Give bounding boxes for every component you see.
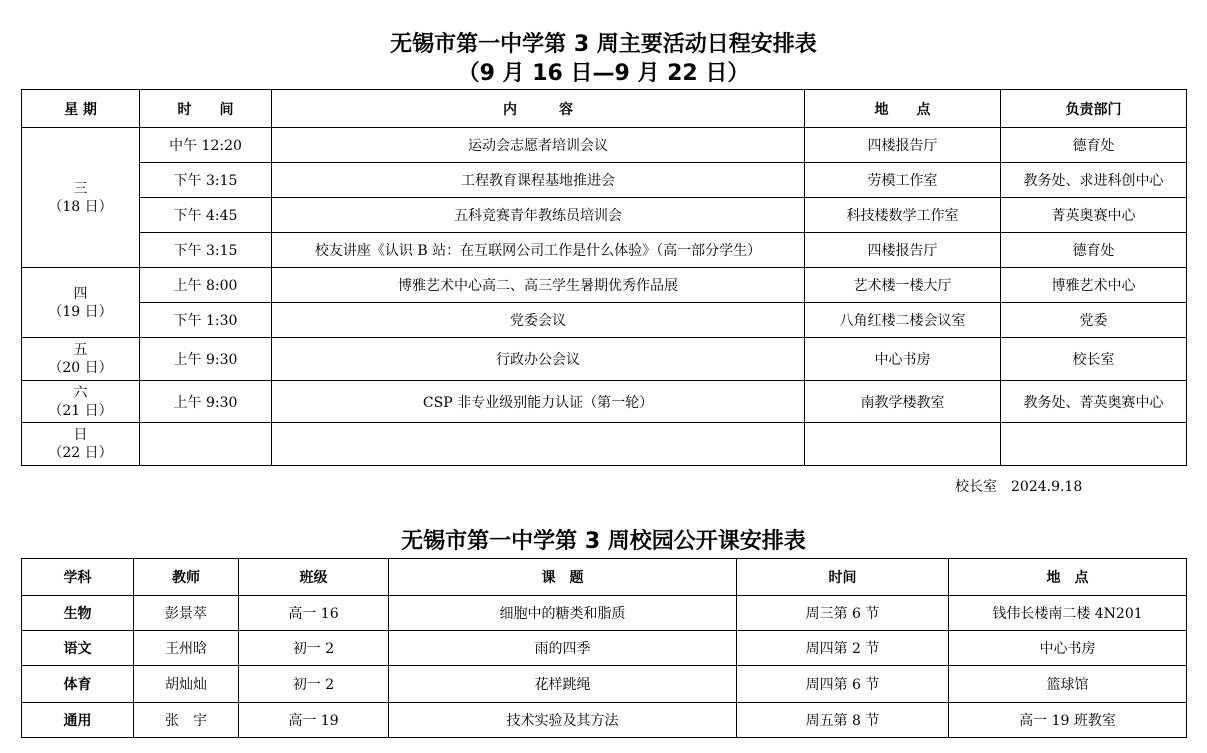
place-cell: 科技楼数学工作室 (805, 198, 1001, 233)
time-cell: 下午 1:30 (140, 303, 272, 338)
table-row (22, 268, 1187, 303)
header-class: 班级 (239, 559, 389, 596)
class-cell: 初一 2 (239, 666, 389, 703)
activity-schedule-table (21, 89, 1187, 466)
dept-cell: 党委 (1001, 303, 1187, 338)
time-cell: 周四第 6 节 (737, 666, 949, 703)
time-cell: 周四第 2 节 (737, 631, 949, 666)
header-time: 时 间 (140, 90, 272, 128)
dept-cell: 教务处、求进科创中心 (1001, 163, 1187, 198)
time-cell: 中午 12:20 (140, 128, 272, 163)
lessons-header-row (22, 559, 1187, 596)
signature: 校长室 2024.9.18 (955, 479, 1083, 495)
place-cell: 中心书房 (805, 338, 1001, 381)
time-cell: 下午 4:45 (140, 198, 272, 233)
place-cell: 篮球馆 (949, 666, 1187, 703)
table-row (22, 198, 1187, 233)
time-cell: 上午 9:30 (140, 338, 272, 381)
table-row (22, 631, 1187, 666)
content-cell: CSP 非专业级别能力认证（第一轮） (272, 381, 805, 423)
header-weekday: 星 期 (22, 90, 140, 128)
table-row (22, 703, 1187, 738)
teacher-cell: 胡灿灿 (134, 666, 239, 703)
class-cell: 高一 16 (239, 596, 389, 631)
header-place: 地 点 (949, 559, 1187, 596)
weekday-date: （22 日） (48, 445, 113, 461)
place-cell: 四楼报告厅 (805, 128, 1001, 163)
table-row (22, 381, 1187, 423)
topic-cell: 花样跳绳 (389, 666, 737, 703)
weekday-cell (22, 338, 140, 381)
table-row (22, 666, 1187, 703)
header-subject: 学科 (22, 559, 134, 596)
subject-cell: 体育 (22, 666, 134, 703)
time-cell: 上午 9:30 (140, 381, 272, 423)
header-topic: 课 题 (389, 559, 737, 596)
table-row (22, 128, 1187, 163)
lessons-title: 无锡市第一中学第 3 周校园公开课安排表 (401, 529, 806, 554)
table-row (22, 338, 1187, 381)
place-cell: 艺术楼一楼大厅 (805, 268, 1001, 303)
teacher-cell: 王州晗 (134, 631, 239, 666)
place-cell: 四楼报告厅 (805, 233, 1001, 268)
topic-cell: 雨的四季 (389, 631, 737, 666)
schedule-title: 无锡市第一中学第 3 周主要活动日程安排表 (390, 32, 817, 57)
weekday-date: （19 日） (48, 303, 113, 320)
time-cell: 下午 3:15 (140, 233, 272, 268)
table-row (22, 423, 1187, 466)
subject-cell: 通用 (22, 703, 134, 738)
schedule-subtitle: （9 月 16 日—9 月 22 日） (457, 61, 750, 86)
teacher-cell: 彭景萃 (134, 596, 239, 631)
content-cell: 校友讲座《认识 B 站：在互联网公司工作是什么体验》（高一部分学生） (272, 233, 805, 268)
open-class-table (21, 558, 1187, 738)
dept-cell: 德育处 (1001, 128, 1187, 163)
place-cell: 中心书房 (949, 631, 1187, 666)
table-row (22, 163, 1187, 198)
dept-cell: 菁英奥赛中心 (1001, 198, 1187, 233)
dept-cell: 博雅艺术中心 (1001, 268, 1187, 303)
weekday-cell (22, 268, 140, 338)
dept-cell: 教务处、菁英奥赛中心 (1001, 381, 1187, 423)
header-teacher: 教师 (134, 559, 239, 596)
content-cell: 博雅艺术中心高二、高三学生暑期优秀作品展 (272, 268, 805, 303)
weekday-label: 四 (73, 285, 88, 302)
weekday-cell (22, 423, 140, 466)
header-dept: 负责部门 (1001, 90, 1187, 128)
time-cell (140, 423, 272, 466)
weekday-cell (22, 128, 140, 268)
place-cell (805, 423, 1001, 466)
table-row (22, 303, 1187, 338)
subject-cell: 语文 (22, 631, 134, 666)
place-cell: 八角红楼二楼会议室 (805, 303, 1001, 338)
header-time: 时间 (737, 559, 949, 596)
weekday-date: （21 日） (48, 402, 113, 419)
weekday-label: 日 (73, 427, 88, 443)
content-cell: 工程教育课程基地推进会 (272, 163, 805, 198)
content-cell: 行政办公会议 (272, 338, 805, 381)
schedule-header-row (22, 90, 1187, 128)
weekday-label: 六 (73, 384, 88, 401)
table-row (22, 596, 1187, 631)
place-cell: 钱伟长楼南二楼 4N201 (949, 596, 1187, 631)
place-cell: 劳模工作室 (805, 163, 1001, 198)
time-cell: 上午 8:00 (140, 268, 272, 303)
content-cell: 运动会志愿者培训会议 (272, 128, 805, 163)
subject-cell: 生物 (22, 596, 134, 631)
weekday-label: 三 (73, 180, 88, 197)
table-row (22, 233, 1187, 268)
weekday-date: （20 日） (48, 360, 113, 376)
weekday-cell (22, 381, 140, 423)
content-cell (272, 423, 805, 466)
teacher-cell: 张 宇 (134, 703, 239, 738)
weekday-label: 五 (73, 342, 88, 358)
content-cell: 五科竞赛青年教练员培训会 (272, 198, 805, 233)
time-cell: 周五第 8 节 (737, 703, 949, 738)
time-cell: 周三第 6 节 (737, 596, 949, 631)
dept-cell: 校长室 (1001, 338, 1187, 381)
dept-cell (1001, 423, 1187, 466)
class-cell: 高一 19 (239, 703, 389, 738)
content-cell: 党委会议 (272, 303, 805, 338)
place-cell: 高一 19 班教室 (949, 703, 1187, 738)
weekday-date: （18 日） (48, 198, 113, 215)
topic-cell: 细胞中的糖类和脂质 (389, 596, 737, 631)
topic-cell: 技术实验及其方法 (389, 703, 737, 738)
dept-cell: 德育处 (1001, 233, 1187, 268)
class-cell: 初一 2 (239, 631, 389, 666)
header-content: 内 容 (272, 90, 805, 128)
time-cell: 下午 3:15 (140, 163, 272, 198)
header-place: 地 点 (805, 90, 1001, 128)
place-cell: 南教学楼教室 (805, 381, 1001, 423)
